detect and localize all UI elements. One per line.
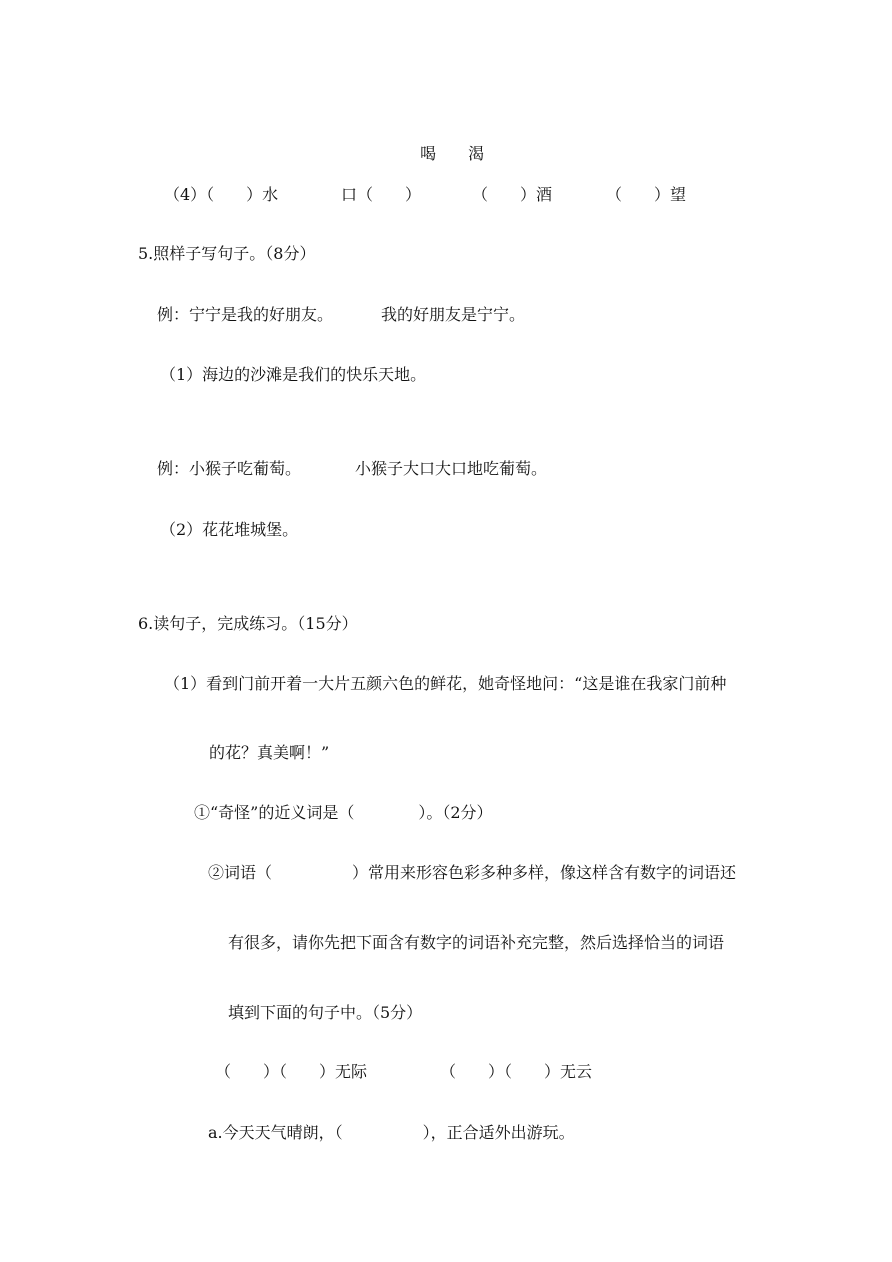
q6-sentence-1-line-2: 的花？真美啊！” xyxy=(209,743,330,762)
q5-example-2-original: 例：小猴子吃葡萄。 xyxy=(157,459,302,478)
q6-sentence-1-line-1: （1）看到门前开着一大片五颜六色的鲜花，她奇怪地问：“这是谁在我家门前种 xyxy=(164,674,727,693)
q6-blanks-row xyxy=(0,1062,892,1082)
q6-blank-cloudless: （ ）（ ）无云 xyxy=(440,1062,593,1081)
q4-item-wine: （ ）酒 xyxy=(472,185,553,204)
question-5-title: 5.照样子写句子。（8分） xyxy=(138,244,316,263)
q4-item-look: （ ）望 xyxy=(606,185,687,204)
q6-subquestion-2-line-3: 填到下面的句子中。（5分） xyxy=(228,1003,423,1022)
q4-item-mouth: 口（ ） xyxy=(341,185,422,204)
q5-example-2-rewrite: 小猴子大口大口地吃葡萄。 xyxy=(355,459,548,478)
header-characters: 喝 渴 xyxy=(420,144,485,163)
q5-example-1-rewrite: 我的好朋友是宁宁。 xyxy=(381,305,526,324)
q6-sentence-a: a.今天天气晴朗，（ ），正合适外出游玩。 xyxy=(208,1123,575,1142)
q5-example-1-original: 例：宁宁是我的好朋友。 xyxy=(157,305,334,324)
q6-blank-boundless: （ ）（ ）无际 xyxy=(215,1062,368,1081)
q4-row xyxy=(0,185,892,205)
question-6-title: 6.读句子，完成练习。（15分） xyxy=(138,614,358,633)
q6-subquestion-2-line-2: 有很多，请你先把下面含有数字的词语补充完整，然后选择恰当的词语 xyxy=(228,933,725,952)
q5-example-2 xyxy=(0,459,892,479)
q6-subquestion-2-line-1: ②词语（ ）常用来形容色彩多种多样，像这样含有数字的词语还 xyxy=(208,863,737,882)
q4-item-water: （4）（ ）水 xyxy=(164,185,279,204)
q5-item-1: （1）海边的沙滩是我们的快乐天地。 xyxy=(160,365,427,384)
q5-item-2: （2）花花堆城堡。 xyxy=(160,520,299,539)
q6-subquestion-1: ①“奇怪”的近义词是（ ）。（2分） xyxy=(194,803,493,822)
q5-example-1 xyxy=(0,305,892,325)
